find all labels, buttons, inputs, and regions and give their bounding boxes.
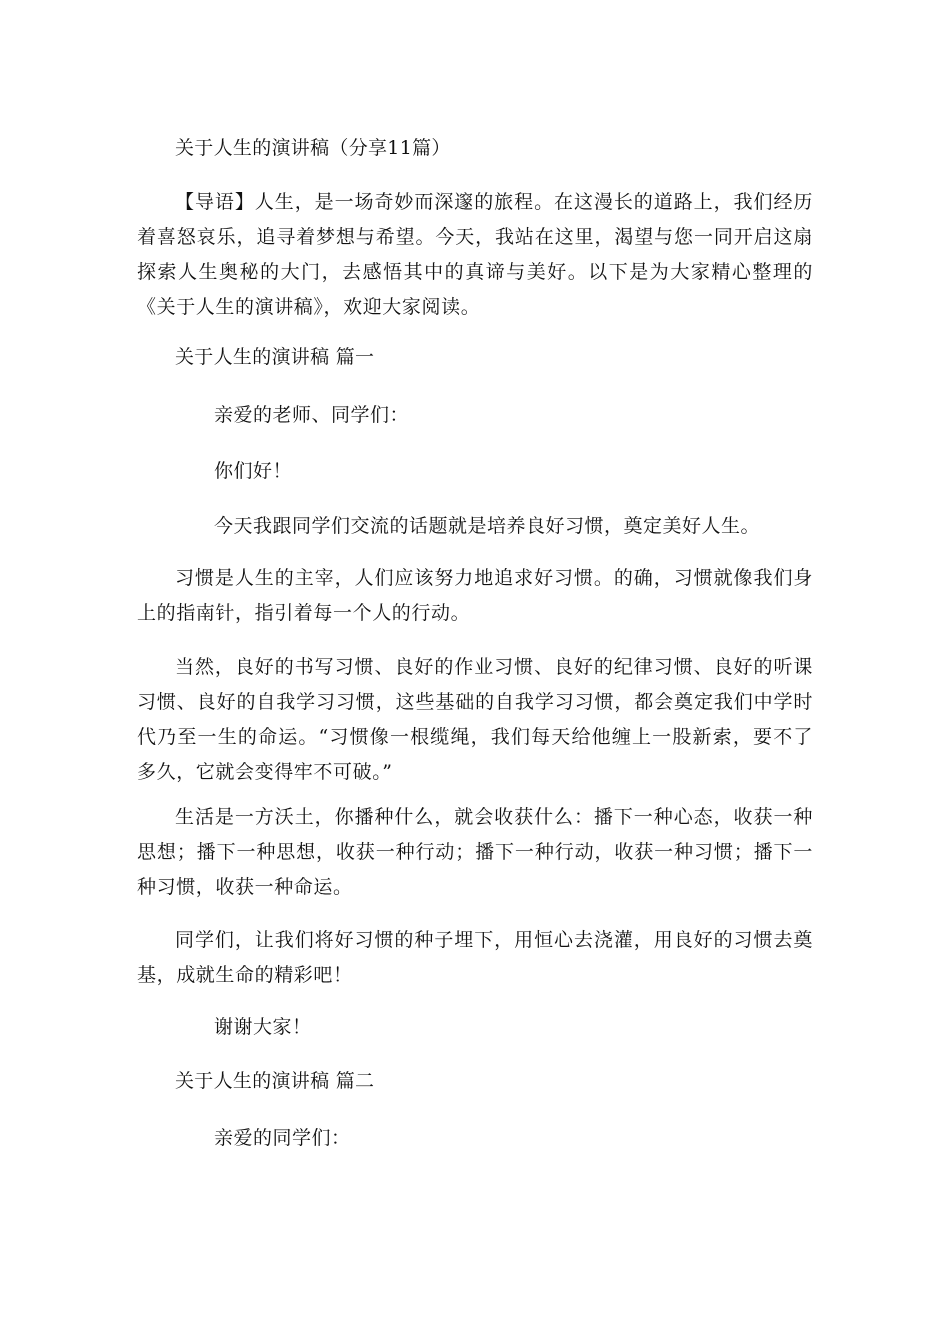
paragraph-2: 习惯是人生的主宰，人们应该努力地追求好习惯。的确，习惯就像我们身上的指南针，指引着每一个人的行动。 [137, 567, 813, 624]
document-title: 关于人生的演讲稿（分享11篇） [175, 137, 451, 159]
greeting-2: 亲爱的同学们： [214, 1127, 351, 1149]
thanks-line: 谢谢大家！ [214, 1016, 312, 1038]
section-heading-1: 关于人生的演讲稿 篇一 [175, 346, 375, 368]
greeting-1: 亲爱的老师、同学们： [214, 404, 410, 426]
intro-paragraph: 【导语】人生，是一场奇妙而深邃的旅程。在这漫长的道路上，我们经历着喜怒哀乐，追寻着梦想与希望。今天，我站在这里，渴望与您一同开启这扇探索人生奥秘的大门，去感悟其中的真谛与美好。以下是为大家精心整理的《关于人生的演讲稿》，欢迎大家阅读。 [137, 191, 813, 318]
hello-line: 你们好！ [214, 460, 293, 482]
paragraph-3: 当然，良好的书写习惯、良好的作业习惯、良好的纪律习惯、良好的听课习惯、良好的自我学习习惯，这些基础的自我学习习惯，都会奠定我们中学时代乃至一生的命运。“习惯像一根缆绳，我们每天给他缠上一股新索，要不了多久，它就会变得牢不可破。” [137, 656, 813, 783]
paragraph-1: 今天我跟同学们交流的话题就是培养良好习惯，奠定美好人生。 [214, 515, 761, 537]
section-heading-2: 关于人生的演讲稿 篇二 [175, 1070, 375, 1092]
paragraph-5: 同学们，让我们将好习惯的种子埋下，用恒心去浇灌，用良好的习惯去奠基，成就生命的精彩吧！ [137, 929, 813, 986]
paragraph-4: 生活是一方沃土，你播种什么，就会收获什么：播下一种心态，收获一种思想；播下一种思想，收获一种行动；播下一种行动，收获一种习惯；播下一种习惯，收获一种命运。 [137, 806, 813, 898]
